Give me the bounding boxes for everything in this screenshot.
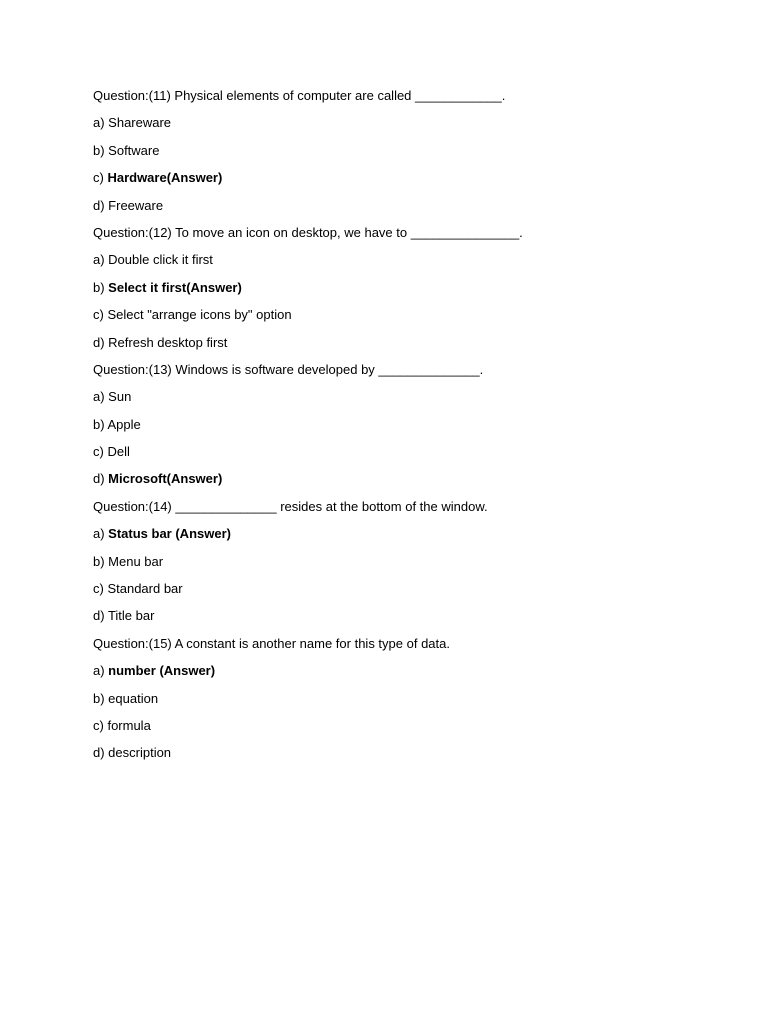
option-text: Dell	[107, 444, 130, 460]
option-prefix: b)	[93, 690, 109, 706]
answer-option	[93, 551, 713, 578]
answer-option	[93, 742, 713, 769]
option-prefix: a)	[93, 252, 109, 268]
option-text: formula	[107, 717, 151, 733]
option-text: Sun	[108, 389, 132, 405]
option-prefix: c)	[93, 581, 108, 597]
answer-option	[93, 332, 713, 359]
answer-option	[93, 605, 713, 632]
option-text: Apple	[107, 416, 141, 432]
option-prefix: b)	[93, 416, 108, 432]
option-text: Title bar	[107, 608, 155, 624]
answer-option	[93, 112, 713, 139]
question-list	[93, 85, 713, 770]
answer-option	[93, 441, 713, 468]
option-text: Shareware	[108, 115, 172, 131]
question-prompt: Question:(14) ______________ resides at the bottom of the window.	[93, 498, 488, 514]
option-text: equation	[108, 690, 159, 706]
answer-option	[93, 688, 713, 715]
option-prefix: d)	[93, 197, 109, 213]
answer-option	[93, 386, 713, 413]
option-text: Double click it first	[108, 252, 213, 268]
answer-option-correct	[93, 523, 713, 550]
answer-option-correct	[93, 468, 713, 495]
option-prefix: d)	[93, 745, 109, 761]
option-prefix: a)	[93, 115, 109, 131]
option-text-correct: Hardware(Answer)	[107, 170, 223, 186]
option-prefix: b)	[93, 553, 109, 569]
question-prompt: Question:(15) A constant is another name for this type of data.	[93, 635, 450, 651]
question-prompt: Question:(13) Windows is software developed by ______________.	[93, 361, 484, 377]
answer-option-correct	[93, 660, 713, 687]
option-prefix: c)	[93, 444, 108, 460]
answer-option	[93, 304, 713, 331]
option-prefix: d)	[93, 471, 109, 487]
option-text: description	[108, 745, 172, 761]
option-text: Menu bar	[108, 553, 164, 569]
option-prefix: a)	[93, 526, 109, 542]
option-text-correct: Status bar (Answer)	[108, 526, 231, 542]
option-prefix: d)	[93, 334, 109, 350]
answer-option	[93, 249, 713, 276]
option-prefix: c)	[93, 717, 108, 733]
answer-option	[93, 195, 713, 222]
option-text-correct: Microsoft(Answer)	[108, 471, 223, 487]
answer-option-correct	[93, 277, 713, 304]
option-text: Software	[108, 142, 160, 158]
option-text: Select "arrange icons by" option	[107, 307, 292, 323]
option-text: Freeware	[108, 197, 164, 213]
option-prefix: a)	[93, 389, 109, 405]
option-prefix: d)	[93, 608, 108, 624]
question-prompt: Question:(11) Physical elements of computer are called ____________.	[93, 88, 506, 103]
option-prefix: c)	[93, 170, 108, 186]
option-prefix: b)	[93, 279, 109, 295]
option-text-correct: number (Answer)	[108, 663, 216, 679]
option-text: Refresh desktop first	[108, 334, 228, 350]
option-text: Standard bar	[107, 581, 183, 597]
option-prefix: a)	[93, 663, 109, 679]
answer-option	[93, 715, 713, 742]
answer-option	[93, 140, 713, 167]
option-text-correct: Select it first(Answer)	[108, 279, 242, 295]
answer-option-correct	[93, 167, 713, 194]
option-prefix: b)	[93, 142, 109, 158]
answer-option	[93, 414, 713, 441]
answer-option	[93, 578, 713, 605]
question-prompt: Question:(12) To move an icon on desktop, we have to _______________.	[93, 224, 523, 240]
option-prefix: c)	[93, 307, 108, 323]
